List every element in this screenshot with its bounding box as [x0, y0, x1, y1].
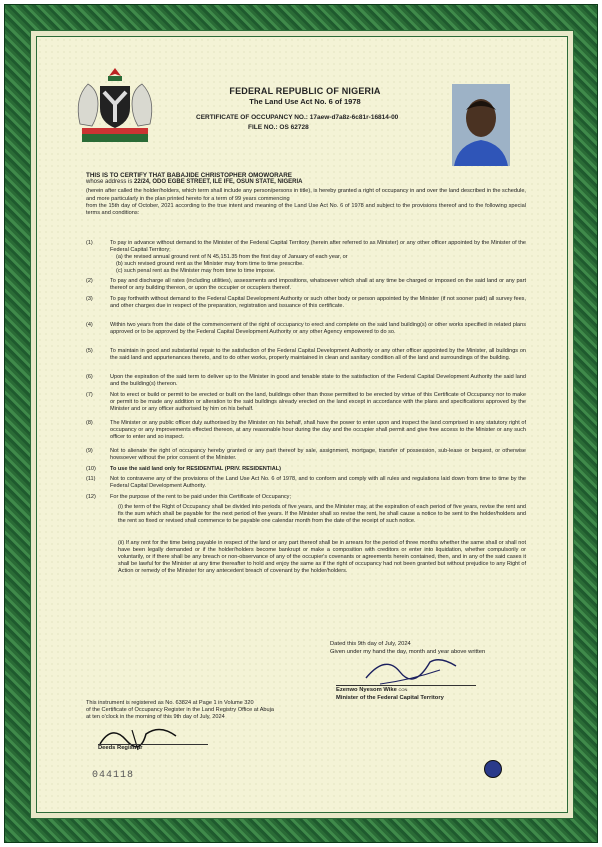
- registrar-title: Deeds Registrar: [98, 745, 143, 751]
- act-title: The Land Use Act No. 6 of 1978: [249, 97, 361, 106]
- clause-12-ii: (ii) If any rent for the time being payable in respect of the land or any part thereof shall be in arrears for the period of three months whether the same shall or shall not have been legally demanded or if the holder/holders become bankrupt or make a composition with creditors or enter into liquidation, whether compulsorily or voluntarily, or if there shall be any breach or non-observance of any of the occupier's covenants or agreements herein contained, then, and in any of the said cases it shall be lawful for the Minister at any time thereafter to hold and enjoy the same as if the right of occupancy had not been granted but without prejudice to any Right of Action or remedy of the Minister for any antecedent breach of covenant by the holder/holders.: [118, 540, 526, 575]
- given-line: Given under my hand the day, month and year above written: [330, 649, 486, 655]
- clause-1-c: (c) such penal rent as the Minister may from time to time impose.: [116, 268, 276, 274]
- file-number: OS 62728: [279, 124, 309, 131]
- certificate-intro: [86, 172, 526, 217]
- clause-1-a: (a) the revised annual ground rent of N 45,151.35 from the first day of January of each year, or: [116, 254, 348, 260]
- signatory-name: Ezenwo Nyesom Wike: [336, 687, 397, 693]
- signatory-block: [336, 686, 536, 702]
- clause-number: (9): [86, 448, 93, 454]
- cert-number: 17aew-d7a8z-6c81r-16814-00: [309, 114, 399, 121]
- clause-text: To pay and discharge all rates (including utilities), assessments and impositions, whatsoever which shall at any time be charged or imposed on the said land or any part thereof or any building thereon, or upon the occupier or occupiers thereof.: [110, 278, 526, 292]
- clause-number: (2): [86, 278, 93, 284]
- header: [170, 86, 440, 131]
- dated-line: Dated this 9th day of July, 2024: [330, 641, 411, 647]
- registration-line-3: at ten o'clock in the morning of this 9th day of July, 2024: [86, 714, 225, 721]
- file-number-row: [170, 124, 440, 131]
- signatory-title: Minister of the Federal Capital Territory: [336, 695, 444, 701]
- clause-1-b: (b) such revised ground rent as the Minister may from time to time prescribe.: [116, 261, 304, 267]
- clause-number: (10): [86, 466, 96, 472]
- certificate-number-row: [170, 114, 440, 121]
- cert-label: CERTIFICATE OF OCCUPANCY NO.:: [196, 114, 308, 121]
- commencement-paragraph: from the 15th day of October, 2021 according to the true intent and meaning of the Land Use Act No. 6 of 1978 and subject to the provisions thereof and to the following special terms and conditions:: [86, 202, 526, 217]
- clause-number: (3): [86, 296, 93, 302]
- clause-number: (5): [86, 348, 93, 354]
- clause-text: Not to alienate the right of occupancy hereby granted or any part thereof by sale, assignment, mortgage, transfer of possession, sub-lease or bequest, or otherwise howsoever without the prior consent of the Minister.: [110, 448, 526, 462]
- registration-line-2: of the Certificate of Occupancy Register in the Land Registry Office at Abuja: [86, 707, 275, 714]
- minister-signature: [360, 650, 470, 690]
- coat-of-arms-icon: [70, 64, 160, 146]
- clause-number: (4): [86, 322, 93, 328]
- clause-number: (7): [86, 392, 93, 398]
- clause-text: Not to contravene any of the provisions of the Land Use Act No. 6 of 1978, and to conform and comply with all rules and regulations laid down from time to time by the Federal Capital Development Authority.: [110, 476, 526, 490]
- clause-text: To pay in advance without demand to the Minister of the Federal Capital Territory (herein after referred to as Minister) or any other officer appointed by the Minister of the Federal Capital Territory;: [110, 240, 526, 254]
- address-value: 22/24, ODO EGBE STREET, ILE IFE, OSUN STATE, NIGERIA: [134, 179, 303, 186]
- clause-number: (12): [86, 494, 96, 500]
- address-line: [86, 179, 526, 186]
- clause-text: To maintain in good and substantial repair to the satisfaction of the Federal Capital Development Authority or any other officer appointed by the Minister, all buildings on the said land and appurtenances thereto, and to do other works, properly maintained in clean and sanitary condition all of the land and surroundings of the building.: [110, 348, 526, 362]
- clause-number: (1): [86, 240, 93, 246]
- clause-text: Within two years from the date of the commencement of the right of occupancy to erect and complete on the said land building(s) or other works specified in related plans approved or to be approved by the Federal Capital Development Authority or any other Agency empowered to do so.: [110, 322, 526, 336]
- clause-text: For the purpose of the rent to be paid under this Certificate of Occupancy;: [110, 494, 291, 500]
- clause-12-i: (i) the term of the Right of Occupancy shall be divided into periods of five years, and the Minister may, at the expiration of each period of five years, revise the rent and fix the sum which shall be payable for the next period of five years. If the Minister shall so revise the rent, he shall cause a notice to be sent to the holder/holders and the rent so fixed or revised shall commence to be payable one calendar month from the date of the receipt of such notice.: [118, 504, 526, 525]
- registrar-block: [98, 745, 218, 751]
- clause-text: To use the said land only for RESIDENTIAL (PRIV. RESIDENTIAL): [110, 466, 281, 472]
- registration-block: [86, 700, 346, 722]
- clause-text: The Minister or any public officer duly authorised by the Minister on his behalf, shall have the power to enter upon and inspect the land comprised in any statutory right of occupancy or any improvements effected thereon, at any reasonable hour during the day and the occupier shall permit and give free access to the Minister or any such officer to enter and so inspect.: [110, 420, 526, 441]
- file-label: FILE NO.:: [248, 124, 278, 131]
- clause-text: Not to erect or build or permit to be erected or built on the land, buildings other than those permitted to be erected by virtue of this Certificate of Occupancy nor to make or permit to be made any addition or alteration to the said buildings already erected on the land except in accordance with the plans and specifications approved by the Minister and or any officer authorised by him on his behalf.: [110, 392, 526, 413]
- clause-number: (8): [86, 420, 93, 426]
- clause-number: (6): [86, 374, 93, 380]
- grant-paragraph: (herein after called the holder/holders, which term shall include any person/persons in title), is hereby granted a right of occupancy in and over the land described in the schedule, and more particularly in the plan printed hereto for a term of 99 years commencing: [86, 188, 526, 202]
- republic-title: FEDERAL REPUBLIC OF NIGERIA: [229, 86, 381, 96]
- serial-number: 044118: [92, 770, 135, 781]
- clause-number: (11): [86, 476, 96, 482]
- holder-photo: [452, 84, 510, 166]
- address-label: whose address is: [86, 179, 133, 186]
- certify-line: THIS IS TO CERTIFY THAT BABAJIDE CHRISTOPHER OMOWORARE: [86, 172, 292, 179]
- signatory-suffix: CON: [398, 687, 408, 692]
- hologram-seal-icon: [484, 760, 502, 778]
- registration-line-1: This instrument is registered as No. 63824 at Page 1 in Volume 320: [86, 700, 254, 706]
- clause-text: Upon the expiration of the said term to deliver up to the Minister in good and tenable state to the satisfaction of the Federal Capital Development Authority the said land and the building(s) thereon.: [110, 374, 526, 388]
- clause-text: To pay forthwith without demand to the Federal Capital Development Authority or such other body or person appointed by the Minister (if not sooner paid) all survey fees, and other charges due in respect of the preparation, registration and issuance of this certificate.: [110, 296, 526, 310]
